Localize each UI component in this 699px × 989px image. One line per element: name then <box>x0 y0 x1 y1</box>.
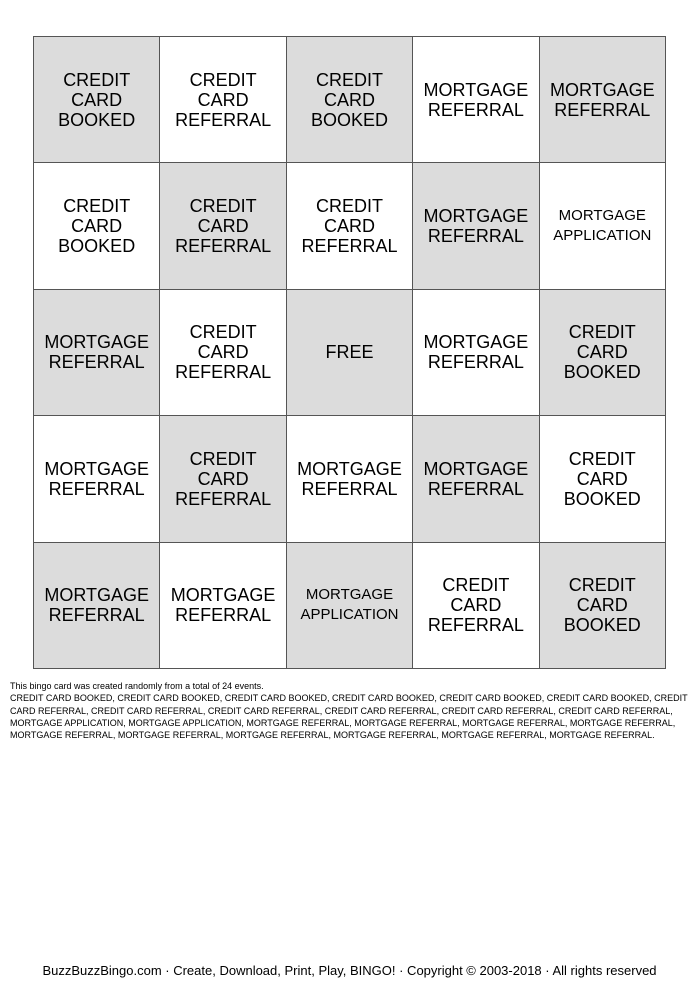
bingo-cell <box>34 37 160 163</box>
bingo-cell <box>413 290 539 416</box>
bingo-cell <box>34 416 160 542</box>
bingo-grid <box>33 36 666 669</box>
free-space-cell <box>287 290 413 416</box>
card-info <box>10 680 690 741</box>
cell-label: MORTGAGE REFERRAL <box>170 585 276 626</box>
info-intro: This bingo card was created randomly from a total of 24 events. <box>10 681 264 691</box>
cell-label: CREDIT CARD REFERRAL <box>301 196 398 257</box>
footer-copyright: BuzzBuzzBingo.com · Create, Download, Print, Play, BINGO! · Copyright © 2003-2018 · All rights reserved <box>42 963 657 978</box>
cell-label: MORTGAGE REFERRAL <box>44 585 150 626</box>
bingo-cell <box>287 37 413 163</box>
free-space-label: FREE <box>325 342 374 363</box>
cell-label: MORTGAGE REFERRAL <box>297 458 402 499</box>
bingo-cell <box>160 290 286 416</box>
cell-label: MORTGAGE APPLICATION <box>300 586 399 624</box>
bingo-cell <box>160 37 286 163</box>
bingo-cell <box>160 543 286 669</box>
cell-label: CREDIT CARD REFERRAL <box>175 322 272 383</box>
bingo-cell <box>413 416 539 542</box>
cell-label: CREDIT CARD BOOKED <box>310 69 388 130</box>
cell-label: CREDIT CARD BOOKED <box>563 448 641 509</box>
cell-label: MORTGAGE REFERRAL <box>423 206 529 247</box>
bingo-cell <box>413 37 539 163</box>
cell-label: CREDIT CARD REFERRAL <box>175 196 272 257</box>
cell-label: MORTGAGE APPLICATION <box>553 207 652 245</box>
bingo-cell <box>160 416 286 542</box>
bingo-cell <box>287 543 413 669</box>
events-list: CREDIT CARD BOOKED, CREDIT CARD BOOKED, CREDIT CARD BOOKED, CREDIT CARD BOOKED, CREDIT CARD BOOKED, CREDIT CARD BOOKED, CREDIT CARD REFERRAL, CREDIT CARD REFERRAL, CREDIT CARD REFERRAL, CREDIT CARD REFERRAL, CREDIT CARD REFERRAL, CREDIT CARD REFERRAL, MORTGAGE APPLICATION, MORTGAGE APPLICATION, MORTGAGE REFERRAL, MORTGAGE REFERRAL, MORTGAGE REFERRAL, MORTGAGE REFERRAL, MORTGAGE REFERRAL, MORTGAGE REFERRAL, MORTGAGE REFERRAL, MORTGAGE REFERRAL, MORTGAGE REFERRAL, MORTGAGE REFERRAL. <box>10 693 688 741</box>
bingo-cell <box>540 290 666 416</box>
bingo-cell <box>540 543 666 669</box>
cell-label: MORTGAGE REFERRAL <box>44 332 150 373</box>
cell-label: MORTGAGE REFERRAL <box>423 332 529 373</box>
bingo-cell <box>34 290 160 416</box>
bingo-cell <box>34 543 160 669</box>
cell-label: CREDIT CARD BOOKED <box>58 196 136 257</box>
cell-label: MORTGAGE REFERRAL <box>423 79 529 120</box>
bingo-cell <box>287 163 413 289</box>
cell-label: CREDIT CARD REFERRAL <box>175 448 272 509</box>
bingo-cell <box>413 163 539 289</box>
cell-label: MORTGAGE REFERRAL <box>44 458 150 499</box>
cell-label: MORTGAGE REFERRAL <box>549 79 655 120</box>
bingo-cell <box>413 543 539 669</box>
bingo-cell <box>540 37 666 163</box>
cell-label: MORTGAGE REFERRAL <box>423 458 529 499</box>
bingo-cell <box>34 163 160 289</box>
bingo-cell <box>287 416 413 542</box>
bingo-cell <box>540 163 666 289</box>
cell-label: CREDIT CARD REFERRAL <box>175 69 272 130</box>
bingo-cell <box>160 163 286 289</box>
cell-label: CREDIT CARD BOOKED <box>58 69 136 130</box>
cell-label: CREDIT CARD BOOKED <box>563 575 641 636</box>
cell-label: CREDIT CARD REFERRAL <box>427 575 524 636</box>
bingo-cell <box>540 416 666 542</box>
cell-label: CREDIT CARD BOOKED <box>563 322 641 383</box>
